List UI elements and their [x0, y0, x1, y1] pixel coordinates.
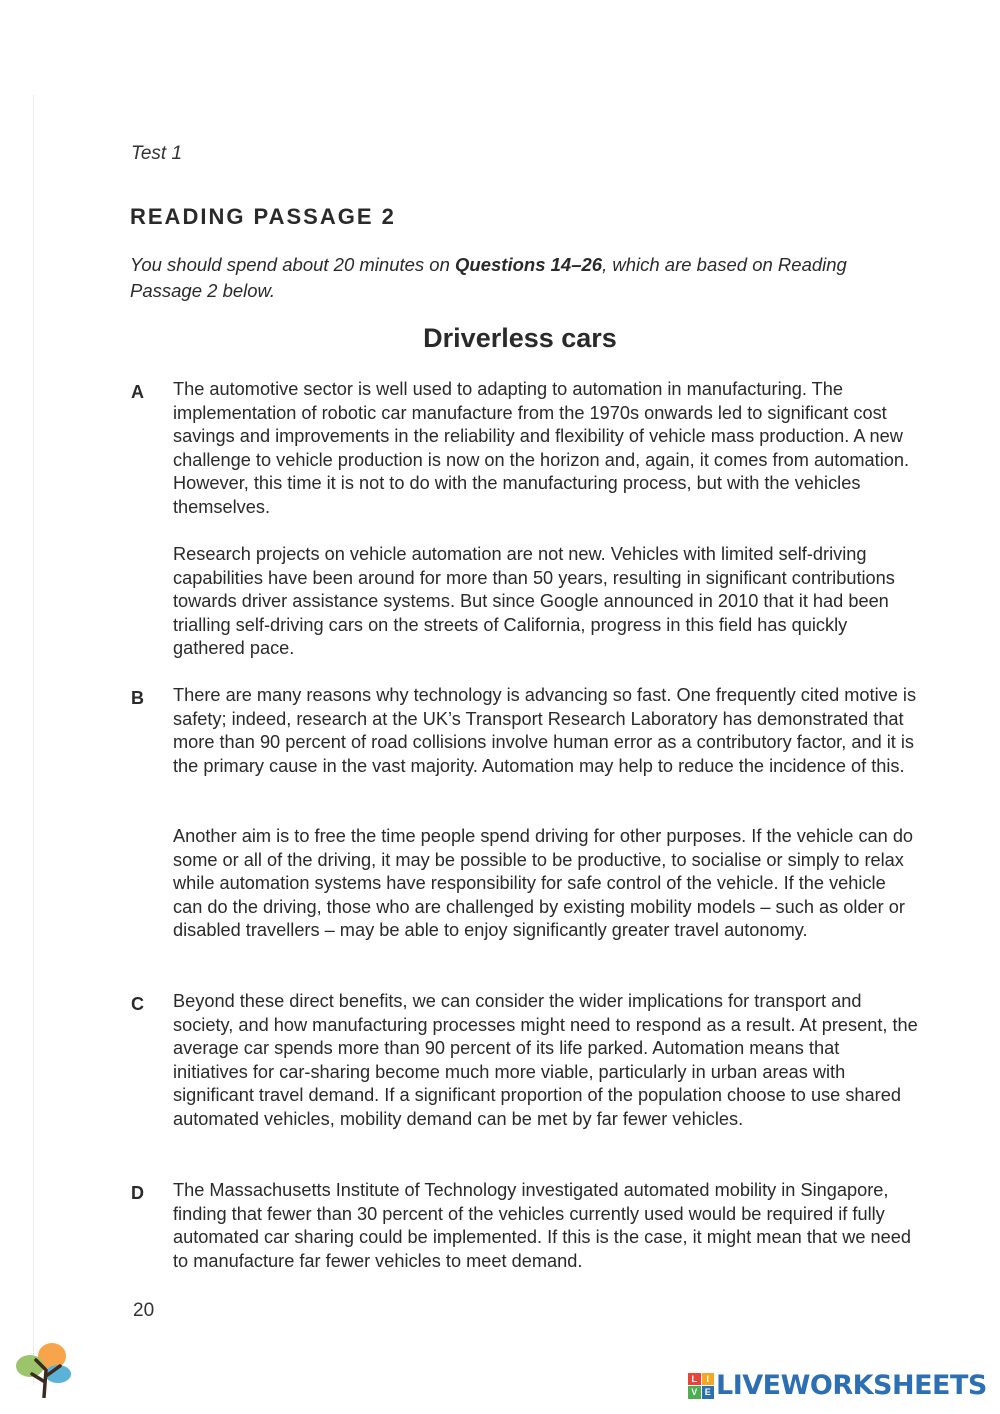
passage-heading: READING PASSAGE 2	[130, 204, 396, 229]
badge-letter-i: I	[702, 1373, 715, 1386]
section-c-paragraph-1: Beyond these direct benefits, we can consider the wider implications for transport and society, and how manufacturing processes might need to respond as a result. At present, the average car spends more than 90 percent of its life parked. Automation means that initiatives for car-sharing become much more viable, particularly in urban areas with significant travel demand. If a significant proportion of the population choose to use shared automated vehicles, mobility demand can be met by far fewer vehicles.	[173, 991, 918, 1129]
section-letter-c: C	[131, 994, 144, 1014]
badge-letter-v: V	[688, 1386, 701, 1399]
instructions	[130, 252, 920, 304]
section-letter-a: A	[131, 382, 144, 402]
instructions-text-end: , which are based on Reading Passage 2 below.	[130, 254, 847, 301]
section-a-paragraph-2: Research projects on vehicle automation are not new. Vehicles with limited self-driving capabilities have been around for more than 50 years, resulting in significant contributions towards driver assistance systems. But since Google announced in 2010 that it had been trialling self-driving cars on the streets of California, progress in this field has quickly gathered pace.	[173, 544, 895, 659]
instructions-questions: Questions 14–26	[455, 254, 603, 275]
brand-badge-icon	[688, 1373, 714, 1399]
section-letter-d: D	[131, 1183, 144, 1203]
badge-letter-l: L	[688, 1373, 701, 1386]
page-number: 20	[133, 1300, 155, 1321]
test-label: Test 1	[131, 143, 183, 164]
section-d-paragraph-1: The Massachusetts Institute of Technology investigated automated mobility in Singapore, finding that fewer than 30 percent of the vehicles currently used would be required if fully automated car sharing could be implemented. If this is the case, it might mean that we need to manufacture far fewer vehicles to meet demand.	[173, 1180, 912, 1271]
section-b-paragraph-1: There are many reasons why technology is advancing so fast. One frequently cited motive is safety; indeed, research at the UK’s Transport Research Laboratory has demonstrated that more than 90 percent of road collisions involve human error as a contributory factor, and it is the primary cause in the vast majority. Automation may help to reduce the incidence of this.	[173, 685, 917, 776]
brand-name: LIVEWORKSHEETS	[716, 1370, 987, 1401]
section-b-paragraph-2: Another aim is to free the time people spend driving for other purposes. If the vehicle can do some or all of the driving, it may be possible to be productive, to socialise or simply to relax while automation systems have responsibility for safe control of the vehicle. If the vehicle can do the driving, those who are challenged by existing mobility models – such as older or disabled travellers – may be able to enjoy significantly greater travel autonomy.	[173, 826, 914, 941]
instructions-text: You should spend about 20 minutes on	[130, 254, 456, 275]
badge-letter-e: E	[702, 1386, 715, 1399]
passage-title: Driverless cars	[423, 323, 617, 353]
page-edge	[33, 95, 34, 1385]
section-letter-b: B	[131, 688, 144, 708]
tree-icon	[14, 1340, 74, 1403]
liveworksheets-brand	[688, 1370, 987, 1401]
section-a-paragraph-1: The automotive sector is well used to adapting to automation in manufacturing. The implementation of robotic car manufacture from the 1970s onwards led to significant cost savings and improvements in the reliability and flexibility of vehicle mass production. A new challenge to vehicle production is now on the horizon and, again, it comes from automation. However, this time it is not to do with the manufacturing process, but with the vehicles themselves.	[173, 379, 910, 517]
